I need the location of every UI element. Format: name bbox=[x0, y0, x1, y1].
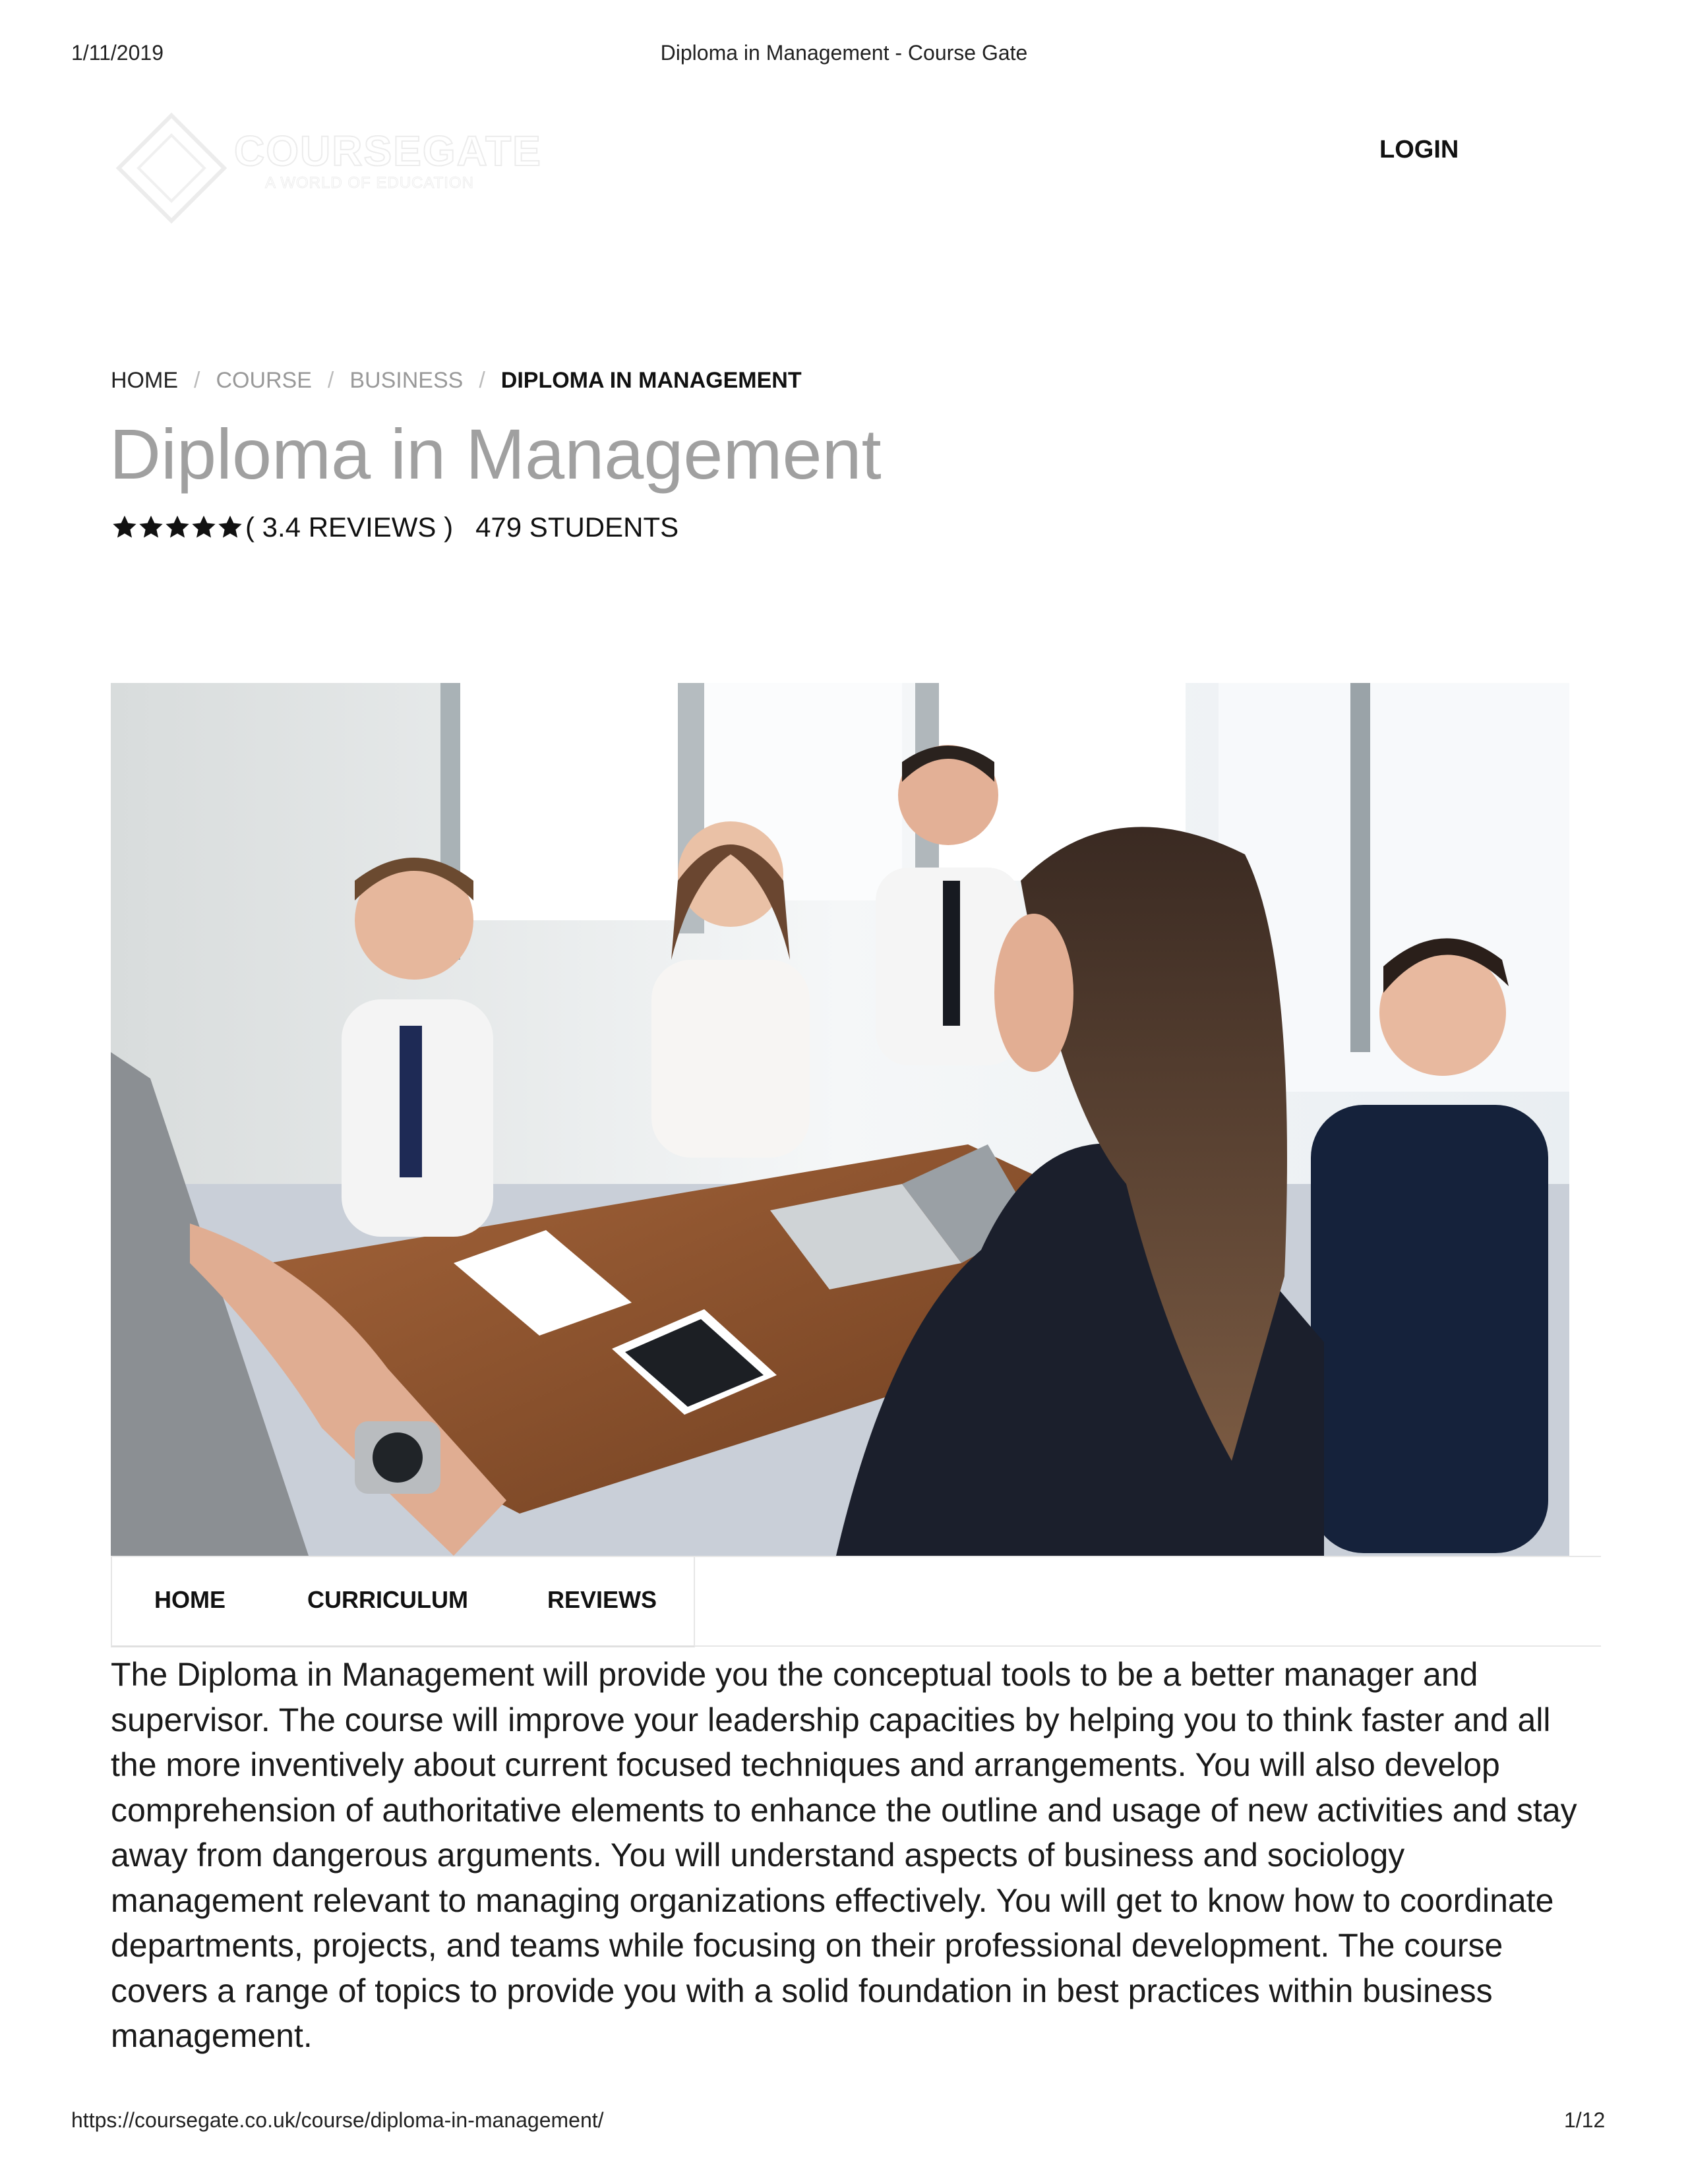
tab-curriculum[interactable]: CURRICULUM bbox=[307, 1586, 468, 1613]
reviews-count[interactable]: ( 3.4 REVIEWS ) bbox=[245, 512, 454, 543]
course-hero-image bbox=[111, 683, 1569, 1556]
photo-business-meeting bbox=[111, 683, 1569, 1556]
breadcrumb-current: DIPLOMA IN MANAGEMENT bbox=[500, 368, 802, 393]
logo-name: COURSEGATE bbox=[234, 127, 542, 175]
print-title: Diploma in Management - Course Gate bbox=[660, 41, 1028, 65]
logo-tagline: A WORLD OF EDUCATION bbox=[265, 174, 474, 192]
star-icon bbox=[137, 514, 165, 541]
login-link[interactable]: LOGIN bbox=[1379, 136, 1459, 163]
tab-home[interactable]: HOME bbox=[154, 1586, 226, 1613]
print-page-number: 1/12 bbox=[1564, 2108, 1606, 2132]
logo-diamond-icon bbox=[112, 109, 231, 227]
star-icon bbox=[190, 514, 218, 541]
course-tabs bbox=[111, 1556, 1601, 1647]
tab-group bbox=[111, 1557, 695, 1647]
breadcrumb-separator: / bbox=[194, 368, 200, 393]
star-icon bbox=[164, 514, 191, 541]
students-count: 479 STUDENTS bbox=[475, 512, 679, 543]
star-icon bbox=[216, 514, 244, 541]
tab-reviews[interactable]: REVIEWS bbox=[547, 1586, 657, 1613]
print-url: https://coursegate.co.uk/course/diploma-in-management/ bbox=[71, 2108, 604, 2132]
breadcrumb-business[interactable]: BUSINESS bbox=[349, 368, 464, 393]
star-icon bbox=[111, 514, 138, 541]
breadcrumb bbox=[111, 368, 802, 394]
breadcrumb-separator: / bbox=[479, 368, 485, 393]
course-rating bbox=[111, 512, 678, 543]
breadcrumb-separator: / bbox=[327, 368, 334, 393]
breadcrumb-course[interactable]: COURSE bbox=[216, 368, 312, 393]
rating-stars bbox=[111, 514, 243, 541]
course-description: The Diploma in Management will provide you the conceptual tools to be a better manager and supervisor. The course will improve your leadership capacities by helping you to think faster and all the more inventively about current focused techniques and arrangements. You will also develop comprehension of authoritative elements to enhance the outline and usage of new activities and stay away from dangerous arguments. You will understand aspects of business and sociology management relevant to managing organizations effectively. You will get to know how to coordinate departments, projects, and teams while focusing on their professional development. The course covers a range of topics to provide you with a solid foundation in best practices within business management. bbox=[111, 1656, 1577, 2054]
print-date: 1/11/2019 bbox=[71, 41, 164, 65]
page-title: Diploma in Management bbox=[109, 414, 882, 494]
breadcrumb-home[interactable]: HOME bbox=[111, 368, 178, 393]
